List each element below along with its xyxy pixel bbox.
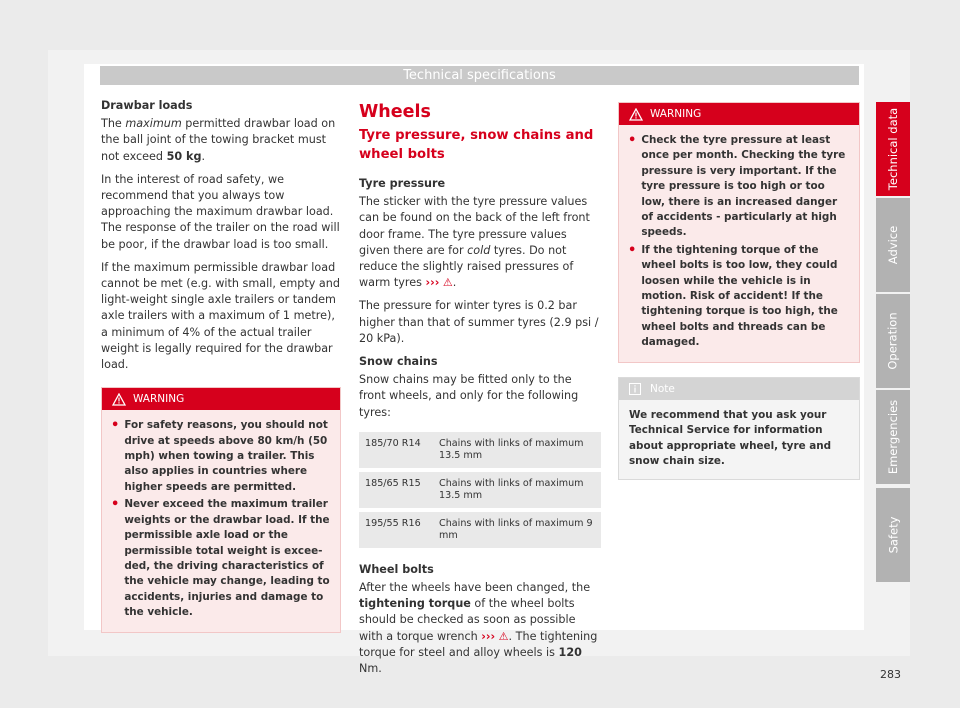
warning-label: WARNING	[650, 108, 702, 120]
note-header	[619, 378, 859, 400]
tyre-size-cell: 185/70 R14	[359, 432, 433, 468]
tyre-pressure-heading: Tyre pressure	[359, 177, 446, 190]
snow-chains-heading: Snow chains	[359, 355, 438, 369]
warning-bullet: • Check the tyre pressure at least once per month. Checking the tyre pressure is very important. If the tyre pressure is too high or too low, there is an increased danger of accidents - particularly at high speeds.	[628, 133, 850, 241]
cross-reference-link[interactable]: ›››	[481, 629, 496, 643]
warning-header	[102, 388, 340, 410]
section-subtitle: Tyre pressure, snow chains and wheel bolts	[359, 128, 594, 162]
info-icon	[629, 383, 641, 395]
column-wheels	[359, 98, 601, 684]
drawbar-paragraph-2: In the interest of road safety, we recommend that you always tow approaching the maximum drawbar load. The response of the trailer on the road will be poor, if the drawbar load is too small.	[101, 172, 340, 251]
warning-bullet: • Never exceed the maximum trailer weights or the drawbar load. If the permissible axle load or the permissible total weight is exceeded, the driving characteristics of the vehicle may change, leading to accidents, injuries and damage to the vehicle.	[111, 497, 331, 620]
snow-chains-table	[359, 428, 601, 552]
bullet-dot-icon: •	[628, 242, 637, 258]
warning-body	[619, 125, 859, 362]
sidetab-advice[interactable]: Advice	[876, 198, 910, 292]
warning-label: WARNING	[133, 393, 185, 406]
table-row	[359, 512, 601, 548]
chain-spec-cell: Chains with links of maximum 13.5 mm	[433, 432, 601, 468]
drawbar-heading: Drawbar loads	[101, 99, 193, 112]
warning-bullet: • If the tightening torque of the wheel bolts is too low, they could loosen while the vehicle is in motion. Risk of accident! If the tightening torque is too high, the wheel bolts and threads can be damaged.	[628, 243, 850, 351]
sidetab-technical-data[interactable]: Technical data	[876, 102, 910, 196]
chapter-header: Technical specifications	[100, 66, 859, 85]
warning-box-tyres	[618, 102, 860, 363]
sidetab-safety[interactable]: Safety	[876, 488, 910, 582]
page-number: 283	[880, 668, 901, 681]
sidetab-operation[interactable]: Operation	[876, 294, 910, 388]
drawbar-paragraph-1: The maximum permitted drawbar load on the ball joint of the towing bracket must not exceed 50 kg.	[101, 117, 336, 163]
warning-header	[619, 103, 859, 125]
tyre-size-cell: 185/65 R15	[359, 472, 433, 508]
chain-spec-cell: Chains with links of maximum 13.5 mm	[433, 472, 601, 508]
note-box	[618, 377, 860, 481]
wheel-bolts-paragraph: After the wheels have been changed, the tightening torque of the wheel bolts should be checked as soon as possible with a torque wrench ››› ⚠. The tightening torque for steel and alloy wheels is 120 Nm.	[359, 581, 598, 676]
note-label: Note	[650, 382, 675, 395]
section-title-wheels: Wheels	[359, 102, 431, 122]
warning-ref-icon[interactable]: ⚠	[498, 629, 509, 643]
cross-reference-link[interactable]: ›››	[425, 276, 440, 290]
tyre-pressure-paragraph-2: The pressure for winter tyres is 0.2 bar higher than that of summer tyres (2.9 psi / 20 kPa).	[359, 299, 599, 345]
warning-box-drawbar	[101, 387, 341, 632]
bullet-dot-icon: •	[111, 418, 120, 434]
bullet-dot-icon: •	[111, 497, 120, 513]
snow-chains-paragraph: Snow chains may be fitted only to the front wheels, and only for the following tyres:	[359, 373, 579, 419]
tyre-size-cell: 195/55 R16	[359, 512, 433, 548]
warning-body	[102, 410, 340, 631]
column-warnings	[618, 102, 860, 480]
bullet-dot-icon: •	[628, 133, 637, 148]
warning-bullet: • For safety reasons, you should not drive at speeds above 80 km/h (50 mph) when towing a trailer. This also applies in countries where higher speeds are permitted.	[111, 418, 331, 495]
note-body: We recommend that you ask your Technical Service for information about appropriate wheel, tyre and snow chain size.	[629, 408, 832, 467]
table-row	[359, 432, 601, 468]
wheel-bolts-heading: Wheel bolts	[359, 562, 434, 576]
tyre-pressure-paragraph-1: The sticker with the tyre pressure values can be found on the back of the left front door frame. The tyre pressure values given there are for cold tyres. Do not reduce the slightly raised pressures of warm tyres ››› ⚠.	[359, 195, 590, 290]
warning-triangle-icon	[629, 108, 643, 121]
sidetab-emergencies[interactable]: Emergencies	[876, 390, 910, 484]
column-drawbar-loads	[101, 98, 341, 633]
drawbar-paragraph-3: If the maximum permissible drawbar load cannot be met (e.g. with small, empty and light-weight single axle trailers or tandem axle trailers with a maximum of 1 metre), a minimum of 4% of the actual trailer weight is legally required for the drawbar load.	[101, 260, 340, 372]
warning-triangle-icon	[112, 393, 126, 406]
chain-spec-cell: Chains with links of maximum 9 mm	[433, 512, 601, 548]
warning-ref-icon[interactable]: ⚠	[442, 276, 453, 290]
table-row	[359, 472, 601, 508]
